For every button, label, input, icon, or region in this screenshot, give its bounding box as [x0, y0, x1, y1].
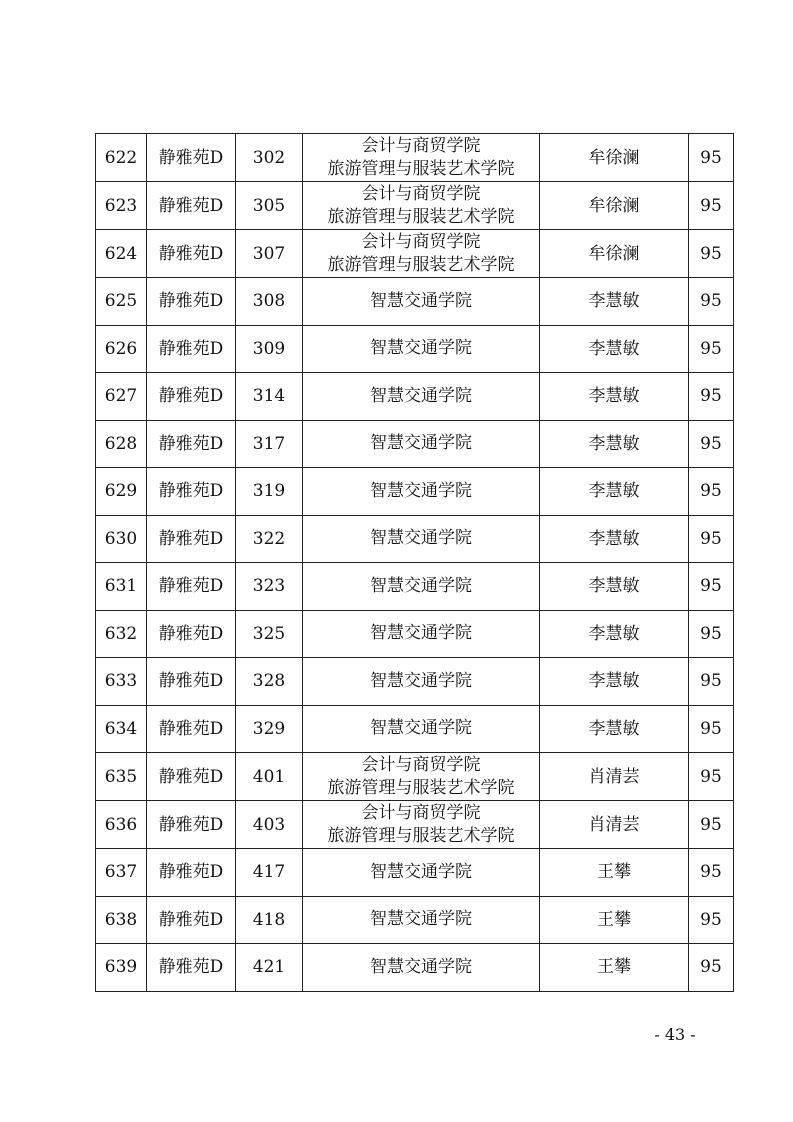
building-cell: 静雅苑D: [147, 278, 236, 326]
room-number-cell: 328: [236, 658, 303, 706]
college-cell: [303, 753, 540, 801]
building-cell: 静雅苑D: [147, 563, 236, 611]
building-cell: 静雅苑D: [147, 515, 236, 563]
table-row: [96, 658, 734, 706]
building-cell: 静雅苑D: [147, 944, 236, 992]
score-cell: 95: [689, 468, 734, 516]
row-number-cell: 635: [96, 753, 147, 801]
row-number-cell: 622: [96, 134, 147, 182]
college-name: 智慧交通学院: [370, 861, 472, 882]
table-row: [96, 705, 734, 753]
college-cell: [303, 563, 540, 611]
score-cell: 95: [689, 230, 734, 278]
college-name: 智慧交通学院: [370, 718, 472, 739]
row-number-cell: 639: [96, 944, 147, 992]
responsible-person-cell: 李慧敏: [540, 658, 689, 706]
score-cell: 95: [689, 373, 734, 421]
college-name: 智慧交通学院: [370, 338, 472, 359]
row-number-cell: 625: [96, 278, 147, 326]
college-cell: [303, 468, 540, 516]
college-name: 智慧交通学院: [370, 956, 472, 977]
table-row: [96, 182, 734, 230]
college-name: 会计与商贸学院: [361, 135, 481, 156]
building-cell: 静雅苑D: [147, 468, 236, 516]
college-name: 会计与商贸学院: [361, 754, 481, 775]
college-cell: [303, 325, 540, 373]
college-name: 旅游管理与服装艺术学院: [327, 777, 515, 798]
college-cell: [303, 182, 540, 230]
building-cell: 静雅苑D: [147, 753, 236, 801]
responsible-person-cell: 肖清芸: [540, 801, 689, 849]
score-cell: 95: [689, 182, 734, 230]
room-number-cell: 319: [236, 468, 303, 516]
college-name: 智慧交通学院: [370, 433, 472, 454]
college-cell: [303, 278, 540, 326]
college-name: 智慧交通学院: [370, 528, 472, 549]
score-cell: 95: [689, 849, 734, 897]
college-cell: [303, 515, 540, 563]
responsible-person-cell: 李慧敏: [540, 278, 689, 326]
building-cell: 静雅苑D: [147, 230, 236, 278]
table-row: [96, 610, 734, 658]
building-cell: 静雅苑D: [147, 182, 236, 230]
college-name: 旅游管理与服装艺术学院: [327, 158, 515, 179]
college-cell: [303, 944, 540, 992]
row-number-cell: 637: [96, 849, 147, 897]
responsible-person-cell: 王攀: [540, 896, 689, 944]
table-row: [96, 230, 734, 278]
score-cell: 95: [689, 134, 734, 182]
college-name: 旅游管理与服装艺术学院: [327, 254, 515, 275]
room-number-cell: 403: [236, 801, 303, 849]
college-name: 智慧交通学院: [370, 575, 472, 596]
college-name: 智慧交通学院: [370, 623, 472, 644]
responsible-person-cell: 李慧敏: [540, 610, 689, 658]
college-name: 会计与商贸学院: [361, 802, 481, 823]
college-cell: [303, 705, 540, 753]
row-number-cell: 633: [96, 658, 147, 706]
row-number-cell: 636: [96, 801, 147, 849]
college-cell: [303, 658, 540, 706]
college-cell: [303, 896, 540, 944]
college-cell: [303, 134, 540, 182]
responsible-person-cell: 牟徐澜: [540, 134, 689, 182]
row-number-cell: 623: [96, 182, 147, 230]
college-name: 会计与商贸学院: [361, 231, 481, 252]
college-name: 旅游管理与服装艺术学院: [327, 206, 515, 227]
room-number-cell: 309: [236, 325, 303, 373]
building-cell: 静雅苑D: [147, 420, 236, 468]
room-number-cell: 302: [236, 134, 303, 182]
row-number-cell: 634: [96, 705, 147, 753]
table-row: [96, 801, 734, 849]
table-row: [96, 753, 734, 801]
room-number-cell: 401: [236, 753, 303, 801]
building-cell: 静雅苑D: [147, 849, 236, 897]
table-row: [96, 563, 734, 611]
responsible-person-cell: 牟徐澜: [540, 182, 689, 230]
score-cell: 95: [689, 753, 734, 801]
room-number-cell: 417: [236, 849, 303, 897]
score-cell: 95: [689, 515, 734, 563]
room-number-cell: 325: [236, 610, 303, 658]
score-cell: 95: [689, 610, 734, 658]
score-cell: 95: [689, 325, 734, 373]
score-cell: 95: [689, 278, 734, 326]
score-cell: 95: [689, 658, 734, 706]
table-row: [96, 420, 734, 468]
score-cell: 95: [689, 801, 734, 849]
college-name: 智慧交通学院: [370, 290, 472, 311]
responsible-person-cell: 王攀: [540, 944, 689, 992]
room-number-cell: 418: [236, 896, 303, 944]
row-number-cell: 630: [96, 515, 147, 563]
building-cell: 静雅苑D: [147, 896, 236, 944]
responsible-person-cell: 李慧敏: [540, 373, 689, 421]
score-cell: 95: [689, 896, 734, 944]
responsible-person-cell: 李慧敏: [540, 468, 689, 516]
responsible-person-cell: 肖清芸: [540, 753, 689, 801]
responsible-person-cell: 李慧敏: [540, 563, 689, 611]
table-row: [96, 515, 734, 563]
building-cell: 静雅苑D: [147, 801, 236, 849]
row-number-cell: 624: [96, 230, 147, 278]
room-number-cell: 323: [236, 563, 303, 611]
room-number-cell: 317: [236, 420, 303, 468]
room-number-cell: 322: [236, 515, 303, 563]
college-name: 会计与商贸学院: [361, 183, 481, 204]
building-cell: 静雅苑D: [147, 134, 236, 182]
college-cell: [303, 373, 540, 421]
row-number-cell: 628: [96, 420, 147, 468]
row-number-cell: 627: [96, 373, 147, 421]
page-number: - 43 -: [654, 1025, 696, 1044]
college-name: 智慧交通学院: [370, 670, 472, 691]
college-name: 智慧交通学院: [370, 480, 472, 501]
college-cell: [303, 801, 540, 849]
college-name: 智慧交通学院: [370, 909, 472, 930]
responsible-person-cell: 王攀: [540, 849, 689, 897]
score-cell: 95: [689, 705, 734, 753]
room-number-cell: 329: [236, 705, 303, 753]
table-row: [96, 134, 734, 182]
table-row: [96, 896, 734, 944]
college-cell: [303, 849, 540, 897]
room-number-cell: 308: [236, 278, 303, 326]
responsible-person-cell: 牟徐澜: [540, 230, 689, 278]
responsible-person-cell: 李慧敏: [540, 515, 689, 563]
building-cell: 静雅苑D: [147, 373, 236, 421]
score-cell: 95: [689, 563, 734, 611]
college-name: 智慧交通学院: [370, 385, 472, 406]
table-body: [96, 134, 734, 992]
responsible-person-cell: 李慧敏: [540, 420, 689, 468]
table-row: [96, 468, 734, 516]
table-row: [96, 278, 734, 326]
table-row: [96, 325, 734, 373]
room-number-cell: 314: [236, 373, 303, 421]
row-number-cell: 632: [96, 610, 147, 658]
dormitory-score-table: [95, 133, 734, 992]
row-number-cell: 626: [96, 325, 147, 373]
table-row: [96, 849, 734, 897]
score-cell: 95: [689, 420, 734, 468]
room-number-cell: 421: [236, 944, 303, 992]
table-row: [96, 373, 734, 421]
responsible-person-cell: 李慧敏: [540, 705, 689, 753]
college-cell: [303, 230, 540, 278]
building-cell: 静雅苑D: [147, 705, 236, 753]
responsible-person-cell: 李慧敏: [540, 325, 689, 373]
table-row: [96, 944, 734, 992]
college-name: 旅游管理与服装艺术学院: [327, 825, 515, 846]
college-cell: [303, 420, 540, 468]
row-number-cell: 631: [96, 563, 147, 611]
row-number-cell: 638: [96, 896, 147, 944]
room-number-cell: 307: [236, 230, 303, 278]
row-number-cell: 629: [96, 468, 147, 516]
college-cell: [303, 610, 540, 658]
building-cell: 静雅苑D: [147, 325, 236, 373]
building-cell: 静雅苑D: [147, 610, 236, 658]
building-cell: 静雅苑D: [147, 658, 236, 706]
room-number-cell: 305: [236, 182, 303, 230]
score-cell: 95: [689, 944, 734, 992]
